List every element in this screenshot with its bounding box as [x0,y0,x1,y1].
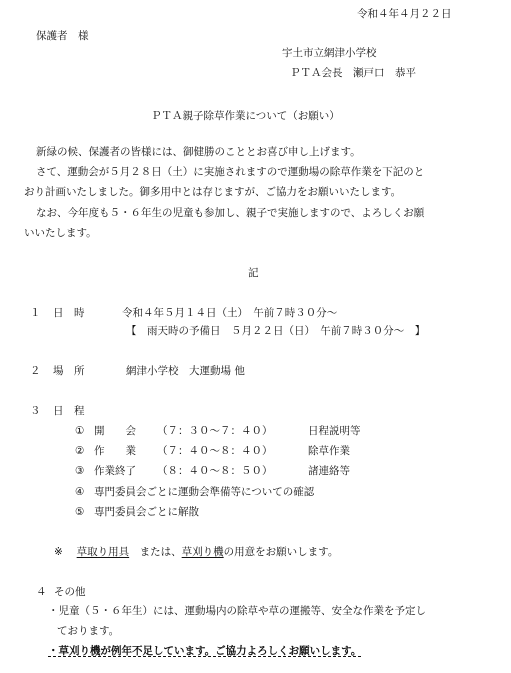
document-title: ＰＴＡ親子除草作業について（お願い） [151,110,340,122]
item-time: （７：３０～７：４０） [157,425,273,437]
rain-date: 【 雨天時の予備日 ５月２２日（日） 午前７時３０分～ 】 [126,325,426,337]
body-line: おり計画いたしました。御多用中とは存じますが、ご協力をお願いいたします。 [24,186,402,198]
section-2-number: ２ [30,365,41,377]
section-2-value: 網津小学校 大運動場 他 [126,365,245,377]
body-line: いいたします。 [24,227,97,239]
other-bullet-1-line-2: ております。 [57,625,120,637]
item-name: 作 業 [94,445,136,457]
body-line: なお、今年度も５・６年生の児童も参加し、親子で実施しますので、よろしくお願 [36,207,425,219]
ki-heading: 記 [248,267,259,279]
item-name: 作業終了 [94,465,136,477]
item-name: 開 会 [94,425,136,437]
note-tools: 草取り用具 [76,546,130,558]
body-line: さて、運動会が５月２８日（土）に実施されますので運動場の除草作業を下記のと [36,166,425,178]
section-2-label: 場 所 [53,365,85,377]
item-mark: ⑤ [75,506,85,518]
item-desc: 除草作業 [308,445,350,457]
item-mark: ② [75,445,85,457]
item-time: （８：４０～８：５０） [157,465,273,477]
item-desc: 諸連絡等 [308,465,350,477]
section-3-number: ３ [30,405,41,417]
note-mid: または、 [129,546,182,558]
item-text: 専門委員会ごとに運動会準備等についての確認 [94,486,315,498]
item-mark: ④ [75,486,85,498]
section-4-label: その他 [54,586,86,598]
item-desc: 日程説明等 [308,425,361,437]
other-bullet-2: ・草刈り機が例年不足しています。ご協力よろしくお願いします。 [48,645,362,657]
item-time: （７：４０～８：４０） [157,445,273,457]
sender-school: 宇土市立網津小学校 [282,47,377,59]
section-1-label: 日 時 [53,307,85,319]
body-line: 新緑の候、保護者の皆様には、御健勝のこととお喜び申し上げます。 [36,146,361,158]
section-4-number: ４ [36,586,47,598]
note-mark: ※ [54,546,63,558]
note-mower: 草刈り機 [181,546,224,558]
note-line [54,545,338,559]
recipient-line: 保護者 様 [36,30,89,42]
date-line: 令和４年４月２２日 [357,8,452,20]
item-text: 専門委員会ごとに解散 [94,506,199,518]
other-bullet-1-line-1: ・児童（５・６年生）には、運動場内の除草や草の運搬等、安全な作業を予定し [48,605,426,617]
section-3-label: 日 程 [53,405,85,417]
section-1-value: 令和４年５月１４日（土） 午前７時３０分～ [122,307,338,319]
item-mark: ③ [75,465,85,477]
note-tail: の用意をお願いします。 [223,546,339,558]
section-1-number: １ [30,307,41,319]
item-mark: ① [75,425,85,437]
sender-name: ＰＴＡ会長 瀬戸口 恭平 [290,67,416,79]
